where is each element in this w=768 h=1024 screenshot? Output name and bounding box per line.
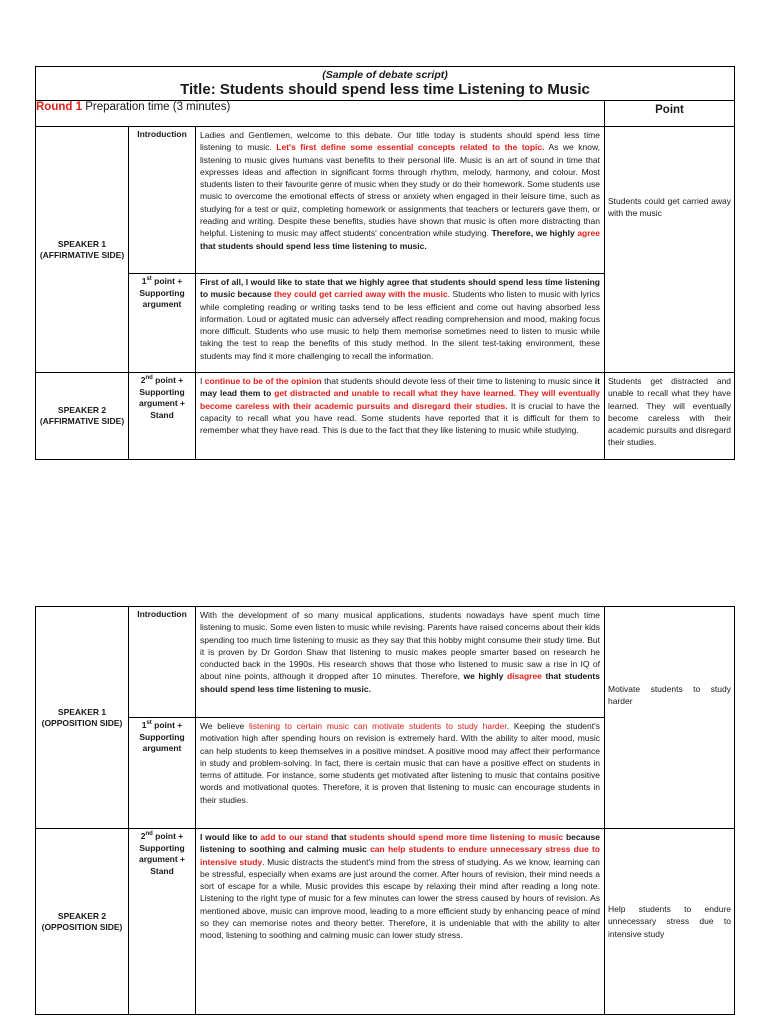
- point-header: Point: [605, 101, 735, 127]
- document-caption: (Sample of debate script): [322, 69, 448, 81]
- section-label: Introduction: [129, 607, 196, 718]
- opp-intro-row: [36, 607, 735, 718]
- section-text: First of all, I would like to state that we highly agree that students should spend less time listening to music because they could get carried away with the music. Students who listen to music with lyrics while completing reading or writing tasks tend to be less efficient and come out having absorbed less information. Loud or agitated music can adversely affect reading comprehension and mood, making focus more difficult. Students who use music to help them memorise sometimes need to listen to music while taking the test to reap the benefits of this study method. In the silent test-taking environment, these students may find it more challenging to recall the information.: [196, 274, 605, 373]
- aff-point2-row: [36, 373, 735, 460]
- section-text: Ladies and Gentlemen, welcome to this debate. Our title today is students should spend less time listening to music. Let's first define some essential concepts related to the topic. As we know, listening to music gives humans vast benefits to their personal life. Music is an art of sound in time that expresses ideas and affection in significant forms through rhythm, melody, harmony, and colour. Most students listen to their favourite genre of music when they study or do their homework. Some students use music to overcome the emotional effects of stress or anxiety when engaged in their leisure time, such as studying for a test or quiz, completing homework or assignments that teachers or lecturers gave them, or reading and writing. Despite these benefits, studies have shown that music is often more distracting than helpful. Listening to music may affect students' concentration while studying. Therefore, we highly agree that students should spend less time listening to music.: [196, 127, 605, 274]
- section-text: I continue to be of the opinion that students should devote less of their time to listening to music since it may lead them to get distracted and unable to recall what they have learned. They will eventually become careless with their academic pursuits and disregard their studies. It is crucial to have the capacity to recall what you have read. Some students have reported that it is difficult for them to remember what they have read. This is due to the fact that they like listening to music while studying.: [196, 373, 605, 460]
- point-text: Students could get carried away with the music: [605, 127, 735, 373]
- affirmative-table: [35, 66, 735, 460]
- header-row: [36, 67, 735, 101]
- speaker-label: [36, 829, 129, 1015]
- opposition-table: [35, 606, 735, 1015]
- speaker-label: [36, 127, 129, 373]
- section-text: We believe listening to certain music can motivate students to study harder. Keeping the student's motivation high after spending hours on revision is extremely hard. With the ability to alter mood, music can help students to keep themselves in a positive mindset. A positive mood may affect their performance in study and problem-solving. In fact, there is certain music that can have a positive effect on students in terms of attitude. For instance, some students get motivated after listening to music that contains positive words and motivational quotes. Therefore, it is proven that listening to music can encourage students in their studies.: [196, 718, 605, 829]
- point-text: Help students to endure unnecessary stress due to intensive study: [605, 829, 735, 1015]
- section-label: Introduction: [129, 127, 196, 274]
- round-row: [36, 101, 735, 127]
- section-label: 1st point + Supporting argument: [129, 274, 196, 373]
- speaker-label: [36, 373, 129, 460]
- speaker-side: (OPPOSITION SIDE): [41, 921, 123, 932]
- speaker-side: (OPPOSITION SIDE): [41, 717, 123, 728]
- section-label: 1st point + Supporting argument: [129, 718, 196, 829]
- section-label: 2nd point + Supporting argument + Stand: [129, 829, 196, 1015]
- speaker-side: (AFFIRMATIVE SIDE): [39, 416, 125, 426]
- document-title: Title: Students should spend less time Listening to Music: [180, 81, 590, 98]
- round-label: [36, 101, 605, 127]
- section-text: I would like to add to our stand that students should spend more time listening to music because listening to soothing and calming music can help students to endure unnecessary stress due to intensive study. Music distracts the student's mind from the stress of studying. As we know, learning can be stressful, especially when exams are just around the corner. After hours of revision, their mind needs a sort of escape for a while. Music provides this escape by relaxing their mind after reading a long note. Listening to the right type of music for a few minutes can lower the stress caused by hours of revision. As mentioned above, music can improve mood, leading to a more efficient study by enhancing peace of mind so they can memorise notes and theory better. Therefore, it is undeniable that with the ability to alter mood, listening to soothing and calming music can lower study stress.: [196, 829, 605, 1015]
- speaker-number: SPEAKER 2: [57, 405, 107, 415]
- point-text: Motivate students to study harder: [605, 607, 735, 829]
- section-text: With the development of so many musical applications, students nowadays have spent much time listening to music. Some even listen to music while revising. Parents have raised concerns about their kids spending too much time listening to music as they say that this hobby might consume their study time. But it is proven by Dr Gordon Shaw that listening to music makes people smarter based on research he conducted back in the 1990s. His research shows that those who listened to music saw a rise in IQ of about nine points, although it dropped after 10 minutes. Therefore, we highly disagree that students should spend less time listening to music.: [196, 607, 605, 718]
- speaker-number: SPEAKER 2: [57, 910, 107, 921]
- point-text: Students get distracted and unable to recall what they have learned. They will eventually become careless with their academic pursuits and disregard their studies.: [605, 373, 735, 460]
- round-preparation: Preparation time (3 minutes): [82, 101, 231, 113]
- round-number: Round 1: [36, 101, 82, 113]
- speaker-number: SPEAKER 1: [57, 706, 107, 717]
- speaker-label: [36, 607, 129, 829]
- aff-intro-row: [36, 127, 735, 274]
- speaker-side: (AFFIRMATIVE SIDE): [39, 249, 125, 260]
- opp-point2-row: [36, 829, 735, 1015]
- section-label: 2nd point + Supporting argument + Stand: [129, 373, 196, 460]
- speaker-number: SPEAKER 1: [57, 238, 107, 249]
